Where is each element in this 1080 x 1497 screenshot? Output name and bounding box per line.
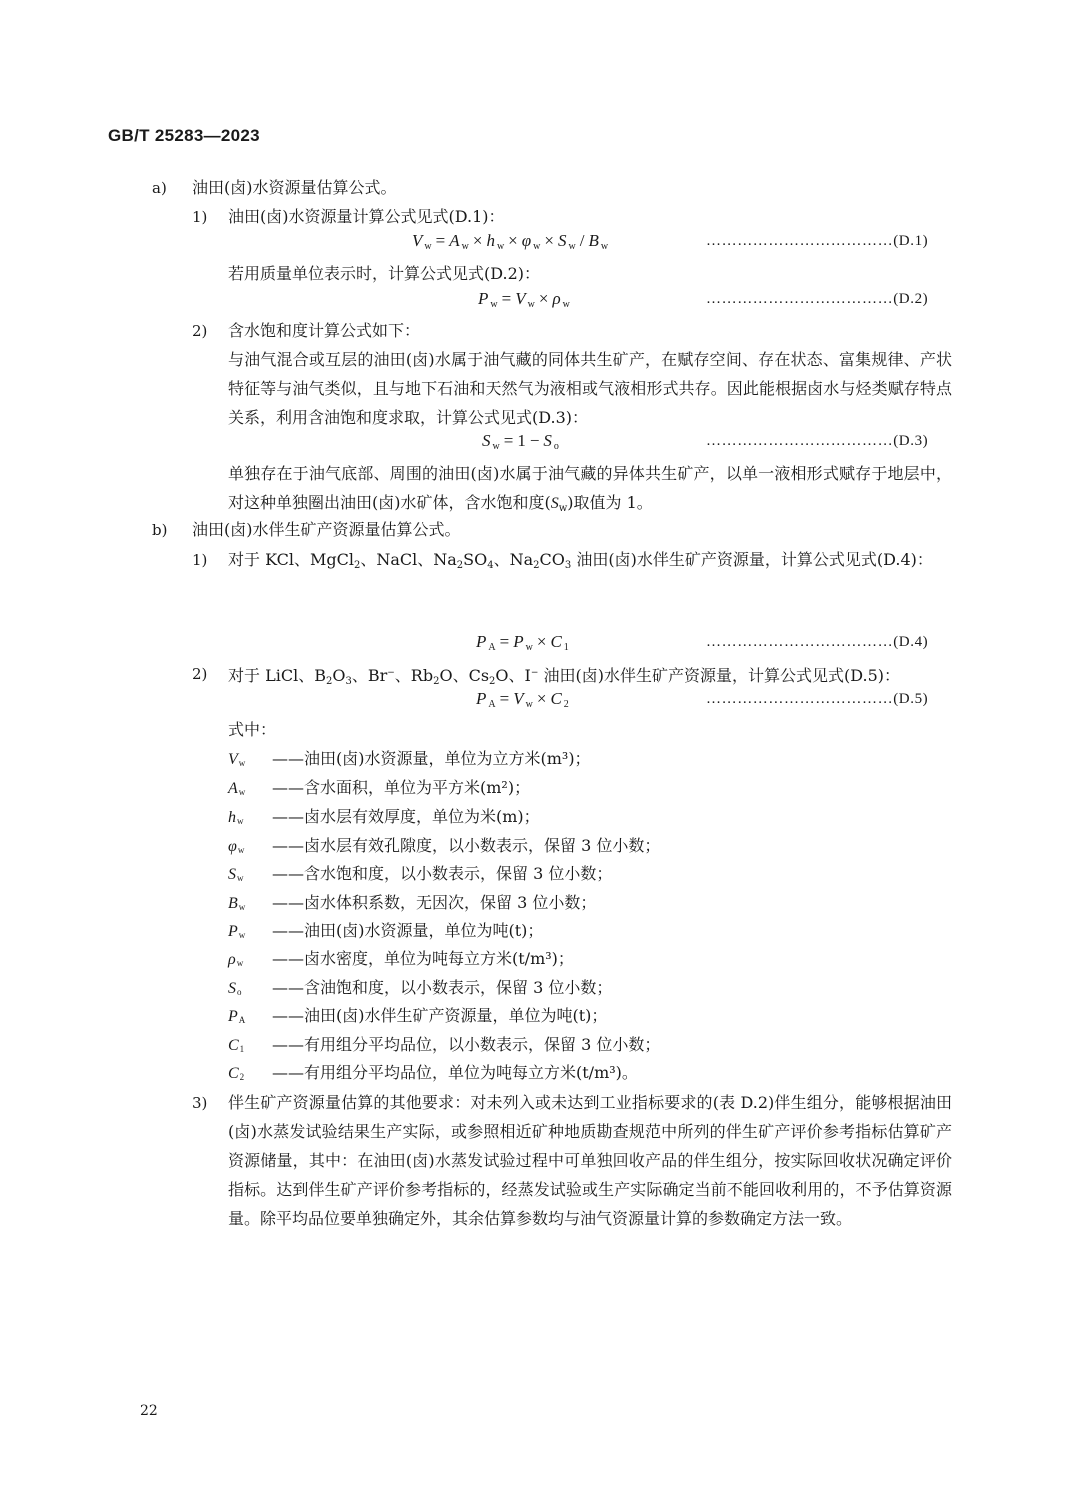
b-item2-text: 对于 LiCl、$B_2O_3$、Br−、$Rb_2O$、$Cs_2O$、I− 油田(卤)水伴生矿产资源量，计算公式见式(D.5)： (228, 666, 901, 687)
equation-d4: P $_A$ = P $_w$ × C $_1$ (476, 632, 569, 653)
a-item1-label: 1) (192, 208, 208, 226)
equation-d2-leader: ………………………………(D.2) (706, 291, 929, 307)
equation-d3: S $_w$ = 1 − S $_o$ (482, 431, 559, 452)
a-item2-text: 含水饱和度计算公式如下： (228, 321, 421, 340)
water-saturation-paragraph-1: 与油气混合或互层的油田(卤)水属于油气藏的同体共生矿产，在赋存空间、存在状态、富集规律、产状特征等与油气类似，且与地下石油和天然气为液相或气液相形式共存。因此能根据卤水与烃类赋存特点关系，利用含油饱和度求取，计算公式见式(D.3)： (228, 350, 952, 427)
standard-number: GB/T 25283—2023 (108, 126, 260, 145)
equation-d2-number: (D.2) (893, 291, 929, 307)
definition-sw: $S_w$ ——含水饱和度，以小数表示，保留 3 位小数； (228, 864, 613, 883)
equation-d5: P $_A$ = V $_w$ × C $_2$ (476, 689, 569, 710)
equation-d4-number: (D.4) (893, 634, 929, 650)
equation-d4-leader: ………………………………(D.4) (706, 634, 929, 650)
definition-c2: $C_2$ ——有用组分平均品位，单位为吨每立方米(t/m³)。 (228, 1063, 638, 1082)
a-item2-label: 2) (192, 322, 208, 340)
equation-d5-leader: ………………………………(D.5) (706, 691, 929, 707)
equation-d1-leader: ………………………………(D.1) (706, 233, 929, 249)
b-item1-label: 1) (192, 551, 208, 569)
definition-phiw: $\varphi_w$ ——卤水层有效孔隙度，以小数表示，保留 3 位小数； (228, 836, 661, 855)
definition-rhow: $\rho_w$ ——卤水密度，单位为吨每立方米(t/m³)； (228, 949, 574, 968)
equation-d2: P $_w$ = V $_w$ × ρ $_w$ (478, 289, 570, 310)
equation-d5-number: (D.5) (893, 691, 929, 707)
page-number: 22 (140, 1403, 158, 1419)
mass-unit-text: 若用质量单位表示时，计算公式见式(D.2)： (228, 264, 541, 283)
section-a-title: 油田(卤)水资源量估算公式。 (192, 178, 397, 197)
definition-bw: $B_w$ ——卤水体积系数，无因次，保留 3 位小数； (228, 893, 597, 912)
definition-pa: $P_A$ ——油田(卤)水伴生矿产资源量，单位为吨(t)； (228, 1006, 608, 1025)
where-label: 式中： (228, 720, 277, 739)
definition-vw: $V_w$ ——油田(卤)水资源量，单位为立方米(m³)； (228, 749, 591, 768)
definition-hw: $h_w$ ——卤水层有效厚度，单位为米(m)； (228, 807, 540, 826)
b-item3-text: 伴生矿产资源量估算的其他要求：对未列入或未达到工业指标要求的(表 D.2)伴生组分，能够根据油田(卤)水蒸发试验结果生产实际，或参照相近矿种地质勘查规范中所列的伴生矿产评价参考指标估算矿产资源储量，其中：在油田(卤)水蒸发试验过程中可单独回收产品的伴生组分，按实际回收状况确定评价指标。达到伴生矿产评价参考指标的，经蒸发试验或生产实际确定当前不能回收利用的，不予估算资源量。除平均品位要单独确定外，其余估算参数均与油气资源量计算的参数确定方法一致。 (228, 1093, 952, 1228)
equation-d1-number: (D.1) (893, 233, 929, 249)
section-a-label: a) (152, 179, 167, 197)
definition-c1: $C_1$ ——有用组分平均品位，以小数表示，保留 3 位小数； (228, 1035, 661, 1054)
water-saturation-paragraph-2: 单独存在于油气底部、周围的油田(卤)水属于油气藏的异体共生矿产，以单一液相形式赋存于地层中，对这种单独圈出油田(卤)水矿体，含水饱和度$(S_w)$取值为 1。 (228, 464, 952, 514)
definition-pw: $P_w$ ——油田(卤)水资源量，单位为吨(t)； (228, 921, 544, 940)
equation-d1: V $_w$ = A $_w$ × h $_w$ × φ $_w$ × S $_w$ / B $_w$ (412, 231, 609, 252)
b-item3-label: 3) (192, 1094, 208, 1112)
equation-d3-number: (D.3) (893, 433, 929, 449)
b-item1-text: 对于 KCl、MgCl$_2$、NaCl、$Na_2SO_4$、$Na_2CO_3$ 油田(卤)水伴生矿产资源量，计算公式见式(D.4)： (228, 550, 933, 571)
equation-d3-leader: ………………………………(D.3) (706, 433, 929, 449)
section-b-title: 油田(卤)水伴生矿产资源量估算公式。 (192, 520, 461, 539)
definition-aw: $A_w$ ——含水面积，单位为平方米(m²)； (228, 778, 531, 797)
definition-so: $S_o$ ——含油饱和度，以小数表示，保留 3 位小数； (228, 978, 613, 997)
a-item1-text: 油田(卤)水资源量计算公式见式(D.1)： (228, 207, 505, 226)
section-b-label: b) (152, 521, 168, 539)
b-item2-label: 2) (192, 665, 208, 683)
